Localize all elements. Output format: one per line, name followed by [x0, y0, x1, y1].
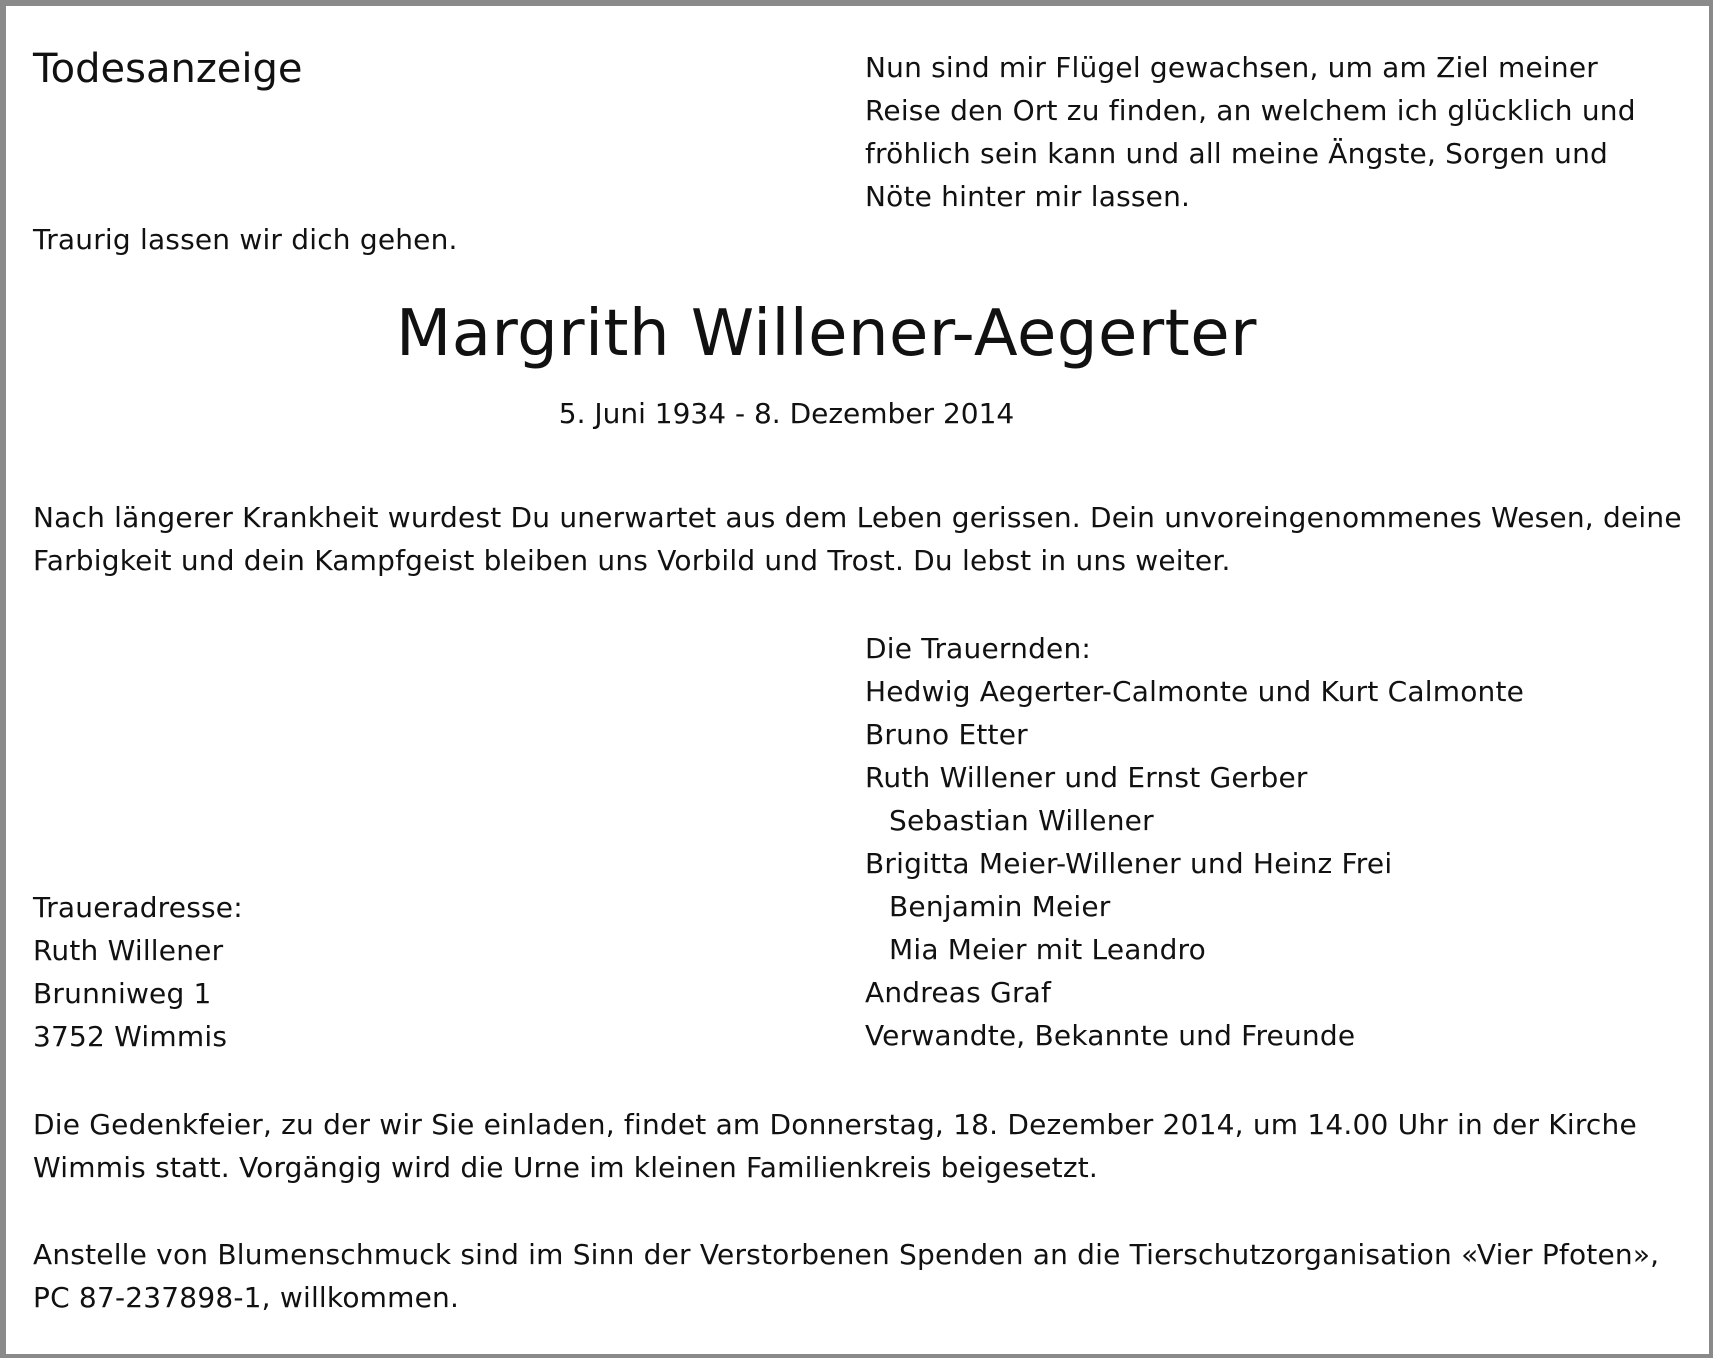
deceased-name: Margrith Willener-Aegerter [396, 297, 1257, 371]
donation-line: Anstelle von Blumenschmuck sind im Sinn der Verstorbenen Spenden an die Tierschutzorganisation «Vier Pfoten», [33, 1238, 1660, 1271]
farewell-line: Traurig lassen wir dich gehen. [33, 223, 458, 256]
mourner-line: Verwandte, Bekannte und Freunde [865, 1019, 1356, 1052]
mourner-line: Ruth Willener und Ernst Gerber [865, 761, 1308, 794]
donation-paragraph [33, 1233, 1659, 1319]
mourner-line: Sebastian Willener [889, 804, 1154, 837]
address-label: Traueradresse: [33, 891, 243, 924]
mourner-line: Benjamin Meier [889, 890, 1111, 923]
mourner-line: Brigitta Meier-Willener und Heinz Frei [865, 847, 1393, 880]
mourner-line: Mia Meier mit Leandro [889, 933, 1206, 966]
address-street: Brunniweg 1 [33, 977, 212, 1010]
donation-line: PC 87-237898-1, willkommen. [33, 1281, 460, 1314]
address-city: 3752 Wimmis [33, 1020, 228, 1053]
ceremony-line: Die Gedenkfeier, zu der wir Sie einladen, findet am Donnerstag, 18. Dezember 2014, um 14.00 Uhr in der Kirche [33, 1108, 1637, 1141]
poem [865, 46, 1636, 218]
mourners-label: Die Trauernden: [865, 632, 1092, 665]
mourner-line: Andreas Graf [865, 976, 1052, 1009]
tribute-line: Nach längerer Krankheit wurdest Du unerwartet aus dem Leben gerissen. Dein unvoreingenommenes Wesen, deine [33, 501, 1682, 534]
poem-line: fröhlich sein kann und all meine Ängste, Sorgen und [865, 137, 1608, 170]
poem-line: Reise den Ort zu finden, an welchem ich glücklich und [865, 94, 1636, 127]
address-name: Ruth Willener [33, 934, 224, 967]
notice-heading: Todesanzeige [33, 46, 303, 92]
tribute-paragraph [33, 496, 1682, 582]
life-dates: 5. Juni 1934 - 8. Dezember 2014 [558, 397, 1015, 430]
mourner-line: Hedwig Aegerter-Calmonte und Kurt Calmonte [865, 675, 1525, 708]
poem-line: Nun sind mir Flügel gewachsen, um am Ziel meiner [865, 51, 1598, 84]
ceremony-line: Wimmis statt. Vorgängig wird die Urne im kleinen Familienkreis beigesetzt. [33, 1151, 1099, 1184]
mourner-line: Bruno Etter [865, 718, 1028, 751]
mourning-address [33, 886, 243, 1058]
ceremony-paragraph [33, 1103, 1637, 1189]
tribute-line: Farbigkeit und dein Kampfgeist bleiben uns Vorbild und Trost. Du lebst in uns weiter. [33, 544, 1231, 577]
mourners-list [865, 627, 1524, 1057]
poem-line: Nöte hinter mir lassen. [865, 180, 1191, 213]
